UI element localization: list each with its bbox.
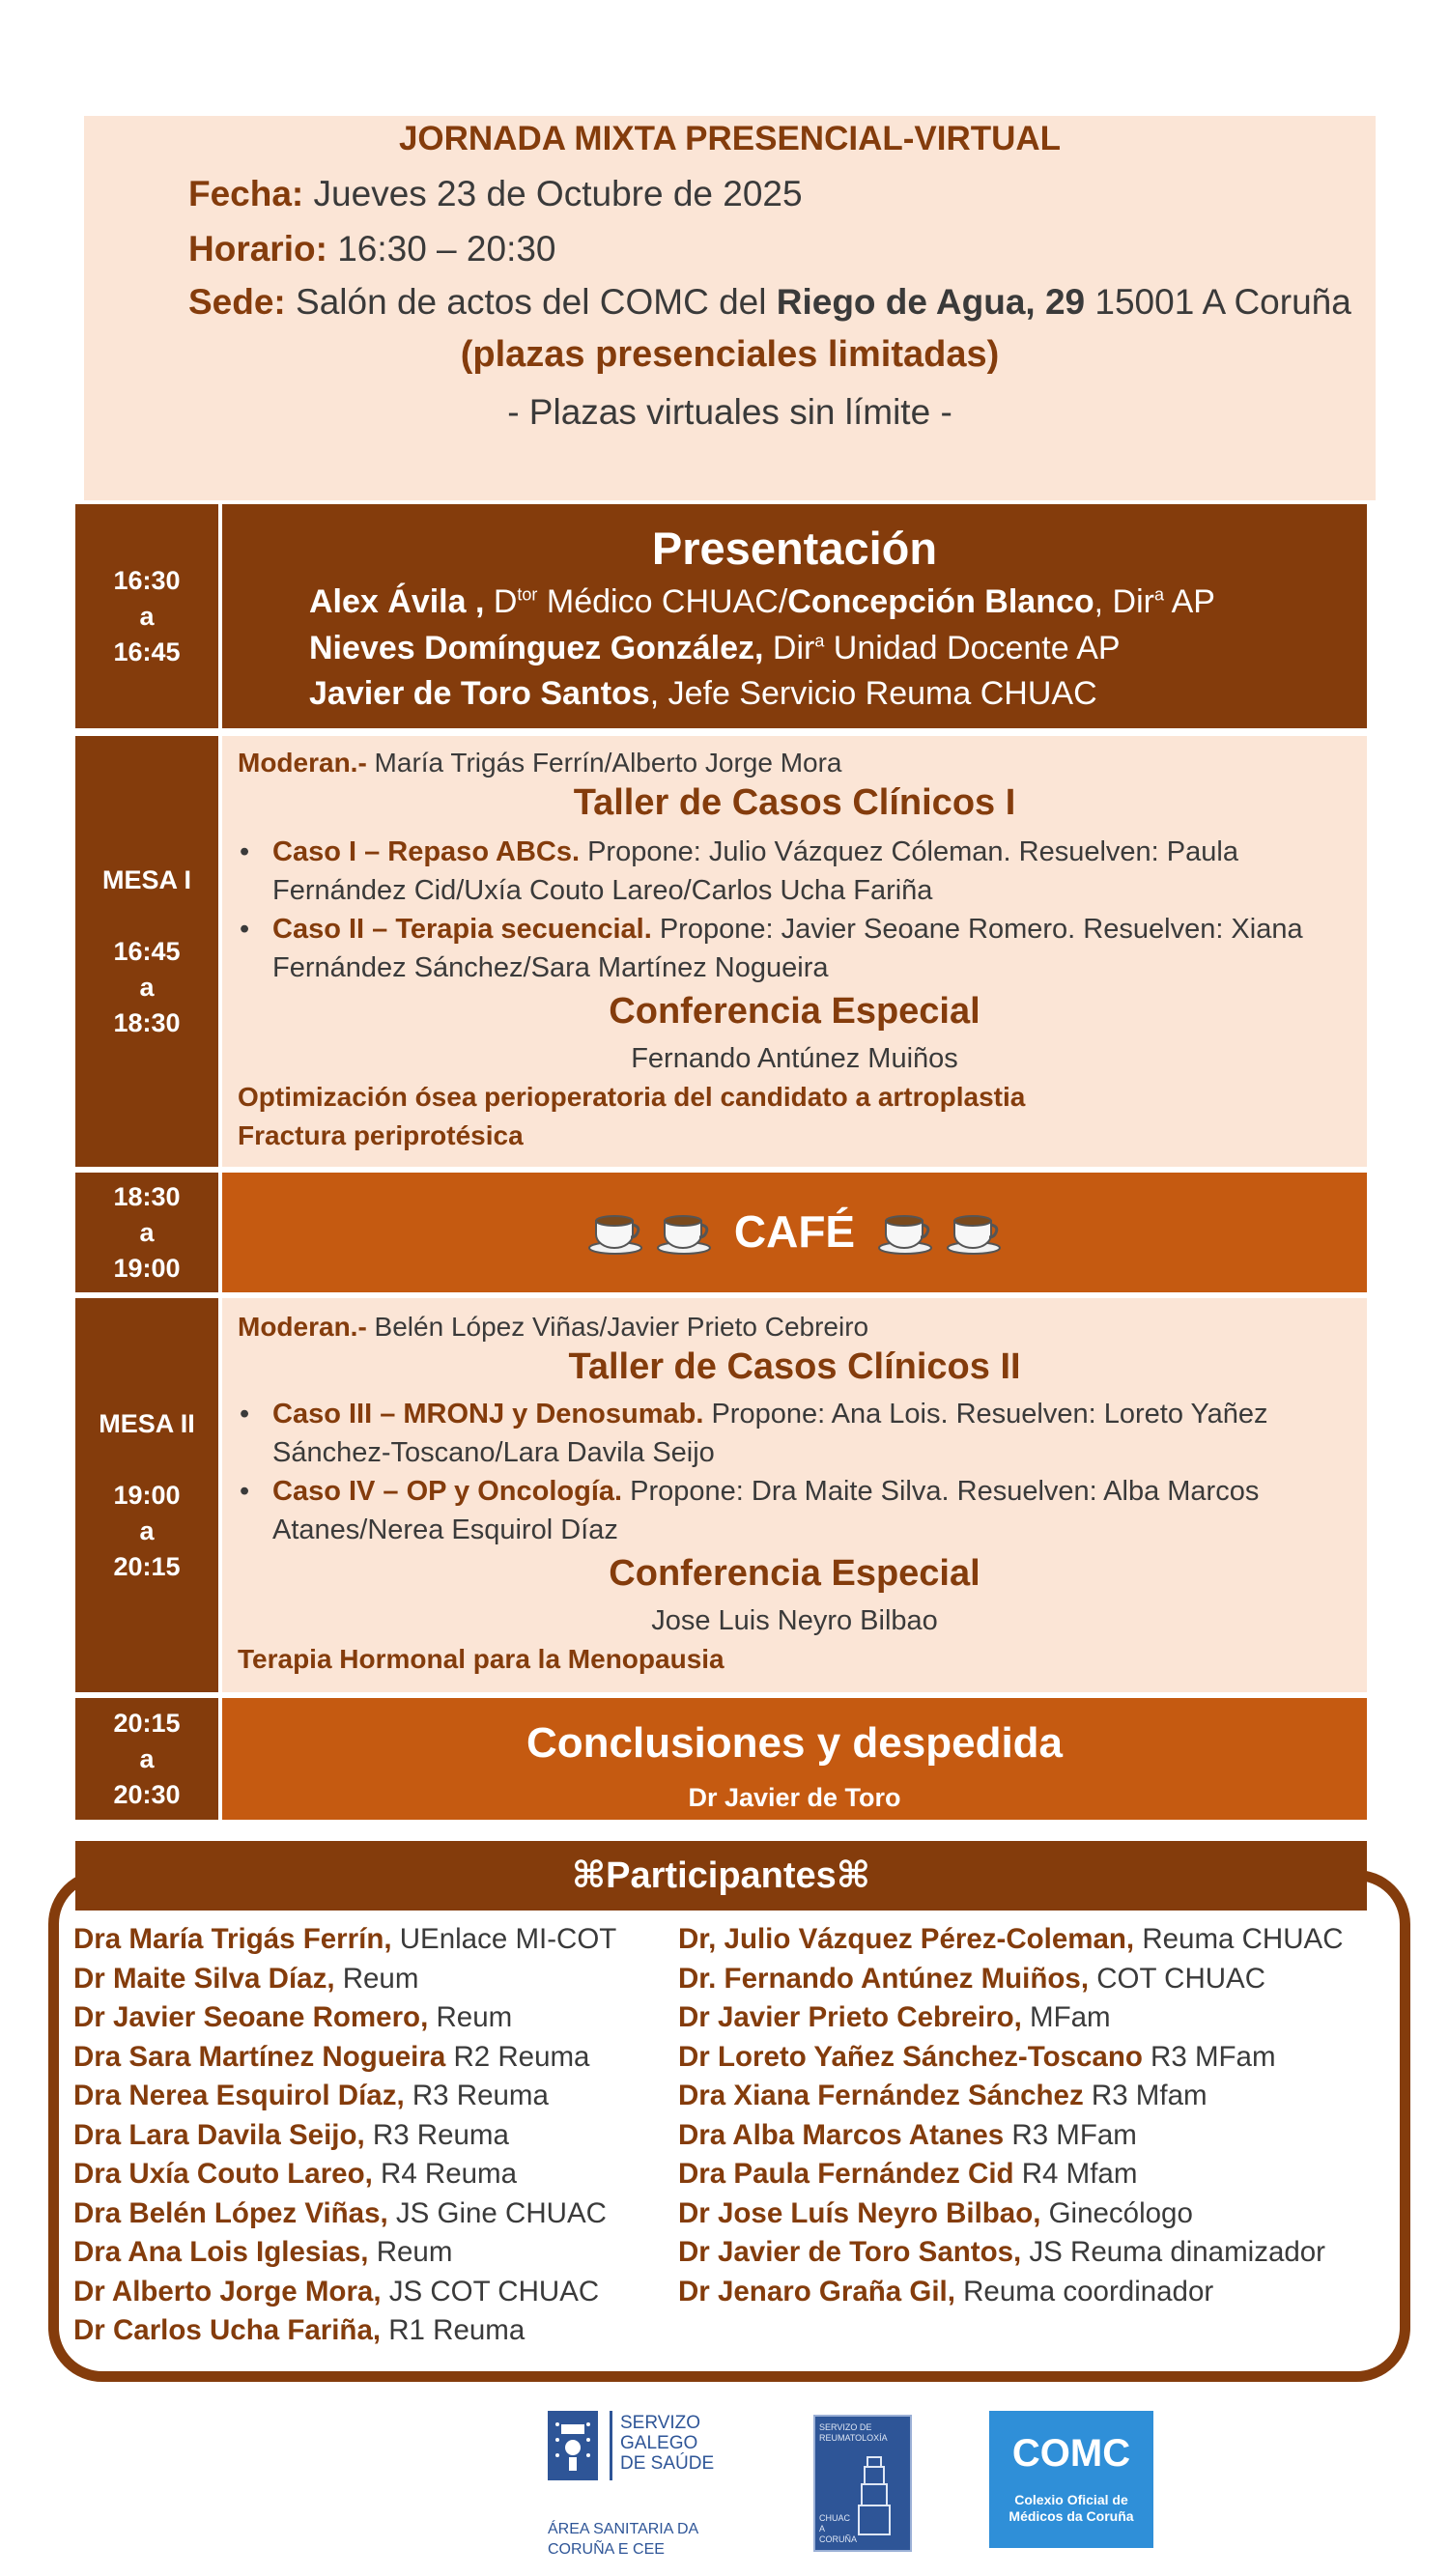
participant-row: Dr Alberto Jorge Mora, JS COT CHUAC — [73, 2275, 600, 2307]
conclusiones-title: Conclusiones y despedida — [526, 1719, 1064, 1767]
participant-row: Dra Ana Lois Iglesias, Reum — [73, 2236, 453, 2268]
mesa-1-moderators: Moderan.- María Trigás Ferrín/Alberto Jorge Mora — [238, 748, 842, 778]
participant-row: Dr. Fernando Antúnez Muiños, COT CHUAC — [678, 1962, 1266, 1995]
mesa-2-conference-title: Conferencia Especial — [609, 1553, 980, 1594]
mesa-2-topic-1: Terapia Hormonal para la Menopausia — [238, 1644, 724, 1674]
event-title: JORNADA MIXTA PRESENCIAL-VIRTUAL — [398, 120, 1062, 157]
participant-row: Dra María Trigás Ferrín, UEnlace MI-COT — [73, 1923, 617, 1955]
mesa-1-block: Moderan.- María Trigás Ferrín/Alberto Jorge Mora Taller de Casos Clínicos I • Caso I – Repaso ABCs. Propone: Julio Vázquez Cóleman. Resuelven: Paula Fernández Cid/Uxía Couto Lareo/Carlos Ucha Fariña • Caso II – Terapia secuencial. Propone: Javier Seoane Romero. Resuelven: Xiana Fernández Sánchez/Sara Martínez Nogueira Conferencia Especial Fernando Antúnez Muiños Optimización ósea perioperatoria del candidato a artroplastia Fractura periprotésica — [222, 736, 1367, 1167]
time-conclusiones: 20:15 a 20:30 — [75, 1698, 218, 1820]
event-date: Fecha: Jueves 23 de Octubre de 2025 — [188, 174, 803, 213]
in-person-seats-note: (plazas presenciales limitadas) — [460, 334, 1000, 375]
participant-row: Dr Javier Prieto Cebreiro, MFam — [678, 2001, 1111, 2033]
participant-row: Dra Nerea Esquirol Díaz, R3 Reuma — [73, 2080, 549, 2111]
cafe-label: CAFÉ — [733, 1205, 856, 1257]
virtual-seats-note: - Plazas virtuales sin límite - — [507, 392, 952, 432]
cafe-block — [222, 1173, 1367, 1292]
time-mesa-2: MESA II 19:00 a 20:15 — [75, 1298, 218, 1692]
mesa-1-topic-2: Fractura periprotésica — [238, 1120, 524, 1150]
event-schedule: Horario: 16:30 – 20:30 — [188, 229, 556, 269]
presenter-line-3: Javier de Toro Santos, Jefe Servicio Reuma CHUAC — [309, 675, 1097, 712]
presenter-line-1: Alex Ávila , $D^{tor}$ Médico CHUAC/Concepción Blanco, Dir$^a$ AP — [309, 583, 1215, 620]
participant-row: Dr Javier de Toro Santos, JS Reuma dinamizador — [678, 2236, 1326, 2268]
time-mesa-1: MESA I 16:45 a 18:30 — [75, 736, 218, 1167]
mesa-2-block: Moderan.- Belén López Viñas/Javier Prieto Cebreiro Taller de Casos Clínicos II • Caso III – MRONJ y Denosumab. Propone: Ana Lois. Resuelven: Loreto Yañez Sánchez-Toscano/Lara Davila Seijo • Caso IV – OP y Oncología. Propone: Dra Maite Silva. Resuelven: Alba Marcos Atanes/Nerea Esquirol Díaz Conferencia Especial Jose Luis Neyro Bilbao Terapia Hormonal para la Menopausia — [222, 1298, 1367, 1692]
participant-row: Dr Loreto Yañez Sánchez-Toscano R3 MFam — [678, 2040, 1276, 2073]
event-venue: Sede: Salón de actos del COMC del Riego de Agua, 29 15001 A Coruña — [188, 282, 1351, 322]
participant-row: Dr Jenaro Graña Gil, Reuma coordinador — [678, 2275, 1214, 2307]
participants-right-column — [678, 1920, 1344, 2311]
event-info-box — [84, 116, 1376, 500]
presentacion-block — [222, 504, 1367, 728]
conclusiones-speaker: Dr Javier de Toro — [688, 1783, 901, 1812]
coffee-cup-icon — [946, 1207, 1002, 1256]
participant-row: Dra Sara Martínez Nogueira R2 Reuma — [73, 2040, 590, 2073]
sergas-shield-icon — [548, 2411, 598, 2480]
presenter-line-2: Nieves Domínguez González, Dir$^a$ Unidad Docente AP — [309, 630, 1121, 666]
presentacion-title: Presentación — [651, 523, 938, 574]
participants-left-column — [73, 1920, 616, 2351]
participant-row: Dra Paula Fernández Cid R4 Mfam — [678, 2158, 1138, 2190]
comc-logo: COMC Colexio Oficial de Médicos da Coruña — [989, 2411, 1153, 2548]
participant-row: Dr, Julio Vázquez Pérez-Coleman, Reuma CHUAC — [678, 1923, 1344, 1955]
coffee-cup-icon — [656, 1207, 712, 1256]
participant-row: Dra Belén López Viñas, JS Gine CHUAC — [73, 2196, 607, 2229]
reumatologia-logo: SERVIZO DE REUMATOLOXÍA CHUAC A CORUÑA — [813, 2415, 912, 2552]
coffee-cup-icon — [587, 1207, 643, 1256]
participant-row: Dra Lara Davila Seijo, R3 Reuma — [73, 2118, 509, 2151]
participant-row: Dra Alba Marcos Atanes R3 MFam — [678, 2118, 1137, 2151]
coffee-cup-icon — [877, 1207, 933, 1256]
mesa-1-speaker: Fernando Antúnez Muiños — [631, 1043, 958, 1074]
time-cafe: 18:30 a 19:00 — [75, 1173, 218, 1292]
sergas-logo: SERVIZO GALEGO DE SAÚDE ÁREA SANITARIA DA CORUÑA E CEE — [548, 2413, 715, 2558]
participant-row: Dr Carlos Ucha Fariña, R1 Reuma — [73, 2314, 526, 2346]
mesa-1-conference-title: Conferencia Especial — [609, 991, 980, 1032]
mesa-1-taller-title: Taller de Casos Clínicos I — [573, 782, 1016, 823]
conclusiones-block — [222, 1698, 1367, 1820]
mesa-2-taller-title: Taller de Casos Clínicos II — [568, 1346, 1021, 1387]
mesa-2-moderators: Moderan.- Belén López Viñas/Javier Prieto Cebreiro — [238, 1312, 869, 1342]
mesa-2-speaker: Jose Luis Neyro Bilbao — [651, 1605, 938, 1636]
mesa-1-topic-1: Optimización ósea perioperatoria del candidato a artroplastia — [238, 1082, 1026, 1112]
participant-row: Dr Jose Luís Neyro Bilbao, Ginecólogo — [678, 2196, 1193, 2229]
participants-header: ⌘Participantes⌘ — [75, 1841, 1367, 1911]
participant-row: Dra Uxía Couto Lareo, R4 Reuma — [73, 2158, 518, 2190]
cafe-label-row — [222, 1202, 1367, 1258]
participant-row: Dra Xiana Fernández Sánchez R3 Mfam — [678, 2080, 1208, 2111]
participant-row: Dr Javier Seoane Romero, Reum — [73, 2001, 513, 2033]
time-presentacion: 16:30 a 16:45 — [75, 504, 218, 728]
participant-row: Dr Maite Silva Díaz, Reum — [73, 1962, 419, 1995]
